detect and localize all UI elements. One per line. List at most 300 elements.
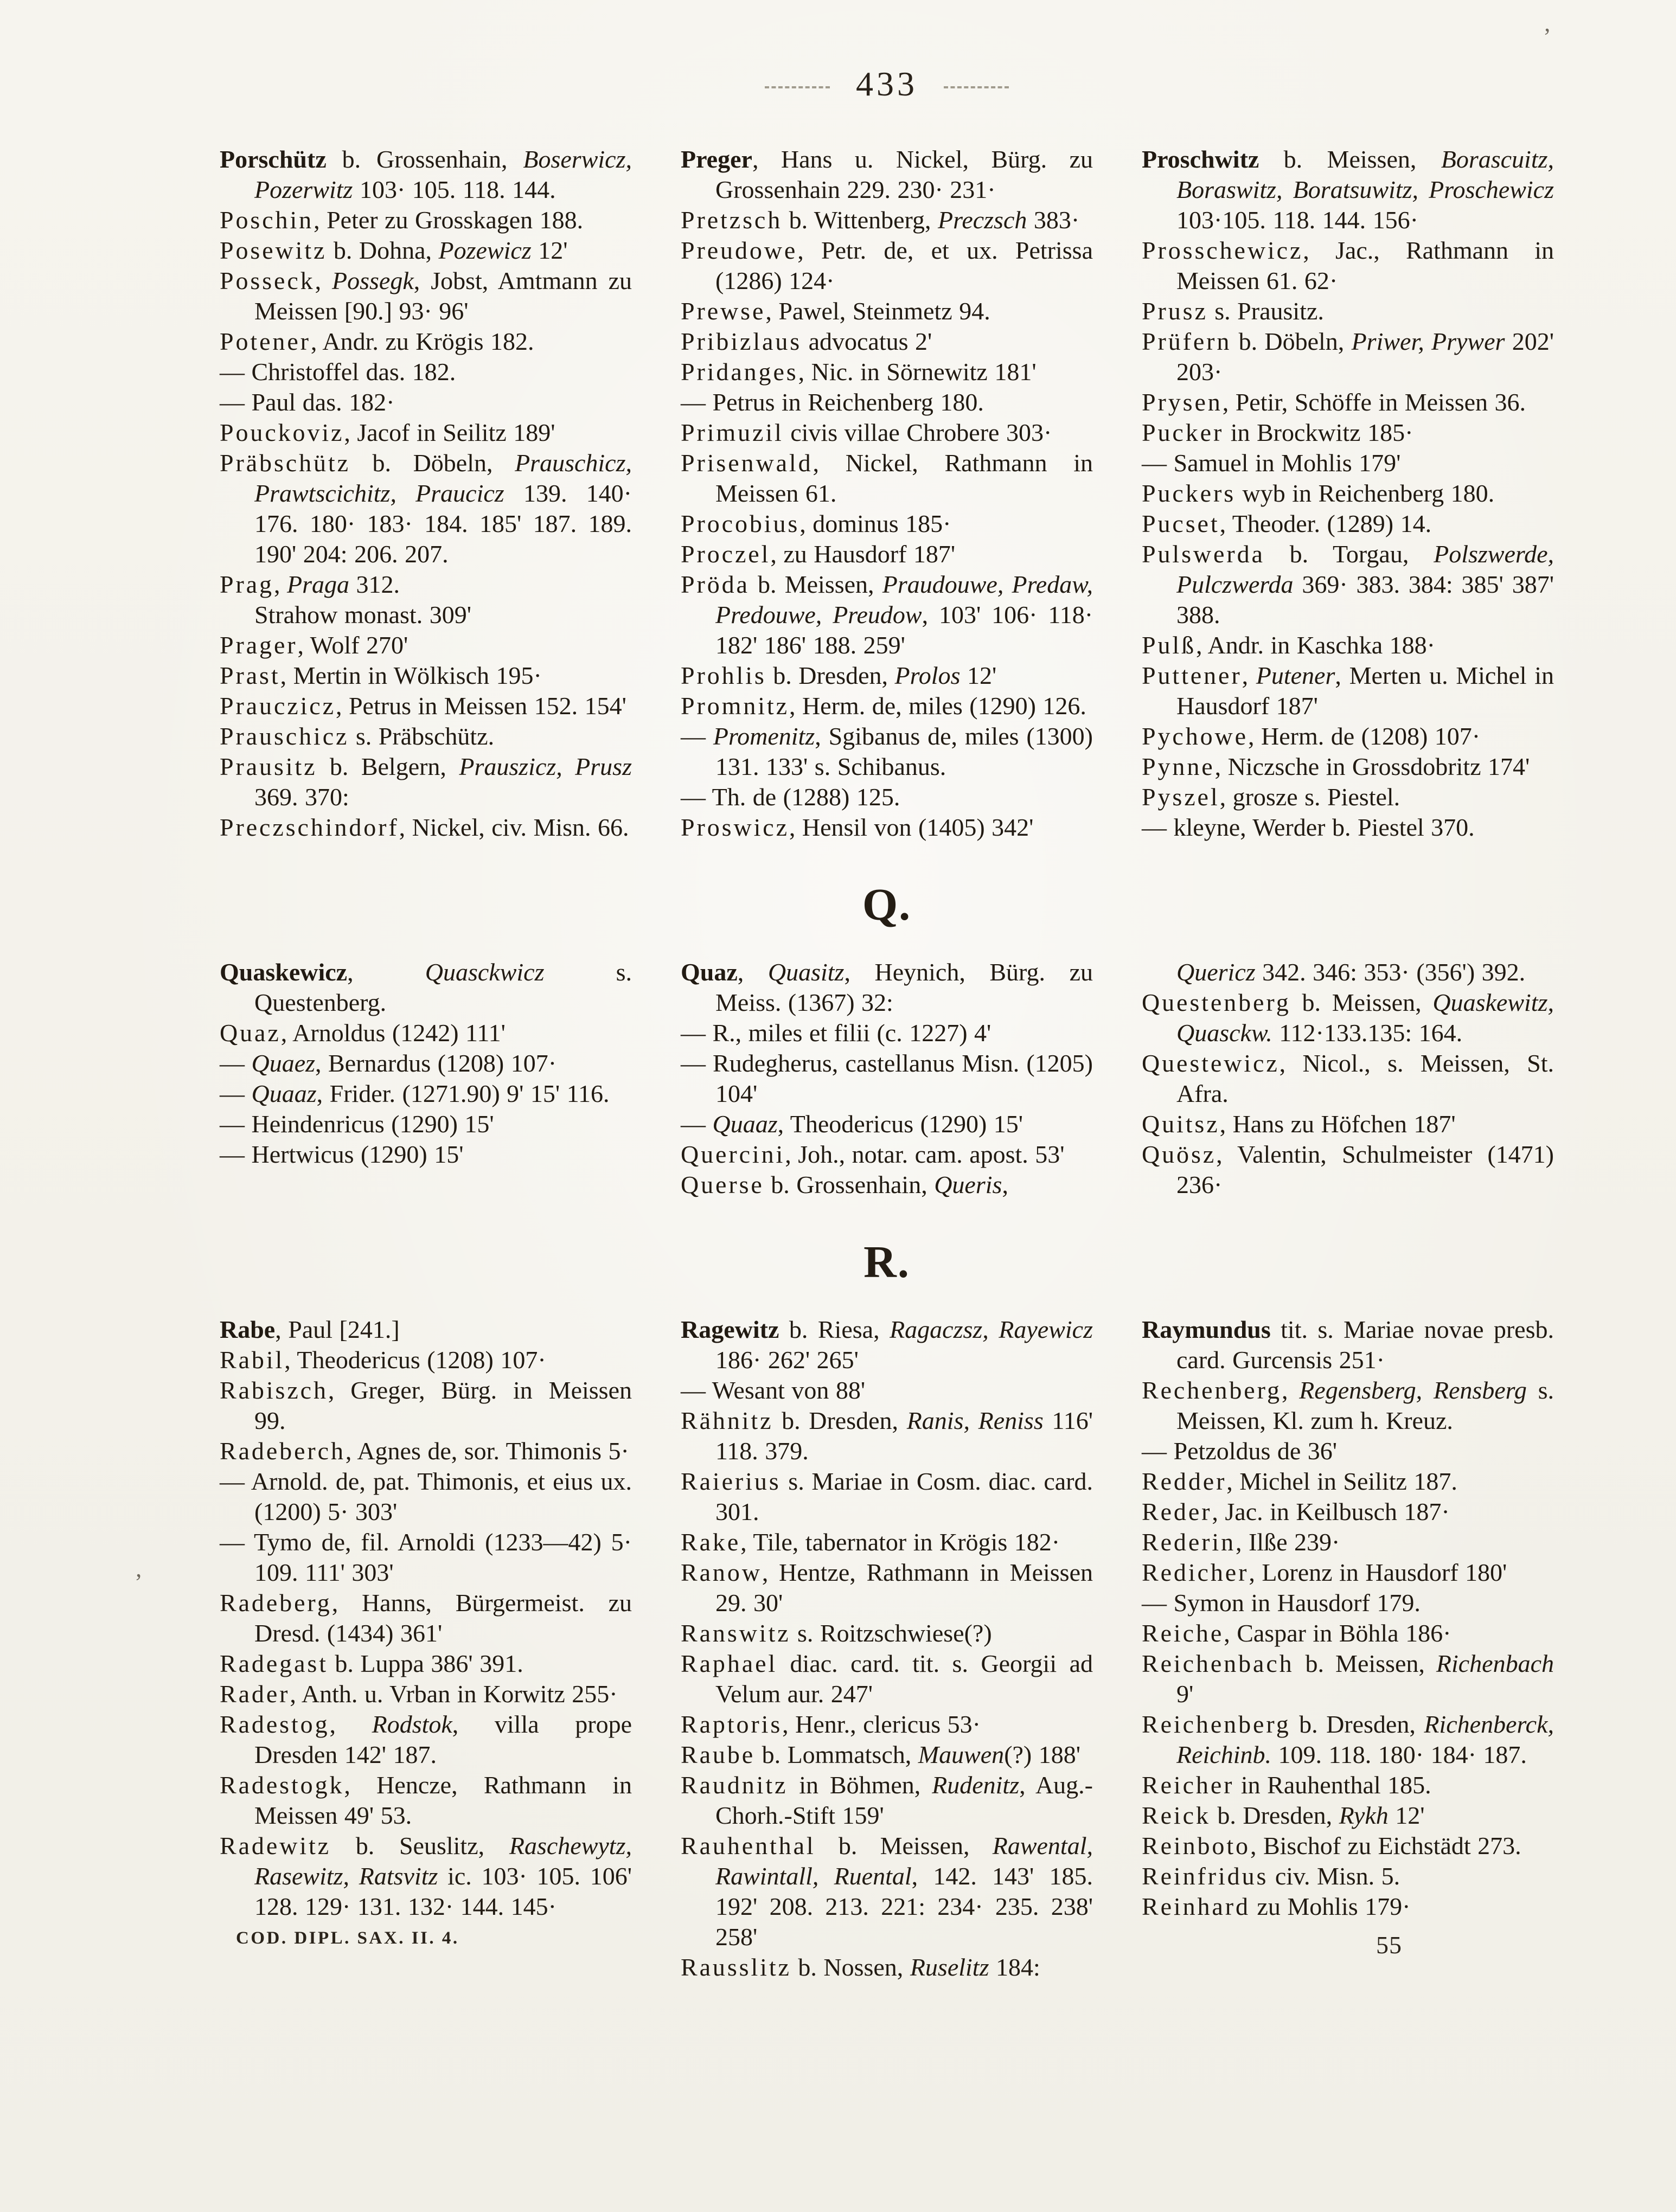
- entry-text-run: Ranswitz: [681, 1619, 791, 1647]
- index-entry: [220, 1709, 632, 1770]
- entry-text-run: ,: [347, 958, 425, 986]
- entry-text-run: Reder: [1142, 1498, 1212, 1525]
- entry-text-run: , Nickel, Rathmann in Meissen 61.: [715, 449, 1093, 507]
- entry-text-run: Quaskewicz: [220, 958, 348, 986]
- entry-text-run: 139. 140· 176. 180· 183· 184. 185' 187. 189. 190' 204: 206. 207.: [254, 479, 632, 568]
- entry-text-run: Prohlis: [681, 662, 766, 689]
- entry-text-run: — Heindenricus (1290) 15': [220, 1110, 494, 1138]
- entry-text-run: b. Grossenhain,: [764, 1171, 935, 1198]
- index-entry: [681, 144, 1093, 205]
- entry-text-run: Primuzil: [681, 419, 784, 446]
- index-entry: [681, 569, 1093, 661]
- index-entry: [1142, 752, 1554, 782]
- entry-text-run: Quitsz: [1142, 1110, 1220, 1138]
- entry-text-run: Prolos: [894, 662, 961, 689]
- entry-text-run: , Joh., notar. cam. apost. 53': [785, 1140, 1065, 1168]
- columns-p: [220, 144, 1554, 843]
- column-3: [1142, 144, 1554, 843]
- index-entry: [681, 1048, 1093, 1109]
- entry-text-run: Pretzsch: [681, 206, 783, 234]
- entry-text-run: Rechenberg: [1142, 1376, 1282, 1404]
- entry-text-run: , Niczsche in Grossdobritz 174': [1214, 753, 1530, 780]
- entry-text-run: in Brockwitz 185·: [1224, 419, 1413, 446]
- index-entry: [681, 1770, 1093, 1831]
- entry-text-run: Potener: [220, 328, 311, 355]
- entry-text-run: Quaaz: [712, 1110, 778, 1138]
- entry-text-run: b. Meissen,: [1259, 145, 1441, 173]
- entry-text-run: ,: [737, 958, 768, 986]
- entry-text-run: — kleyne, Werder b. Piestel 370.: [1142, 813, 1475, 841]
- entry-text-run: s. Meissen, Kl. zum h. Kreuz.: [1176, 1376, 1555, 1434]
- index-entry: [1142, 326, 1554, 387]
- entry-text-run: , Wolf 270': [297, 631, 408, 659]
- index-entry: [1142, 1139, 1554, 1200]
- entry-text-run: , Peter zu Grosskagen 188.: [314, 206, 584, 234]
- entry-text-run: b. Dresden,: [766, 662, 895, 689]
- entry-text-run: Putener: [1256, 662, 1335, 689]
- index-entry: [1142, 1861, 1554, 1892]
- entry-text-run: s. Prausitz.: [1207, 297, 1324, 325]
- index-entry: [1142, 1709, 1554, 1770]
- header-dash-right: [944, 86, 1009, 88]
- index-entry: [220, 387, 632, 418]
- entry-text-run: — Samuel in Mohlis 179': [1142, 449, 1401, 477]
- entry-text-run: — Paul das. 182·: [220, 388, 395, 416]
- entry-text-run: —: [220, 1049, 252, 1077]
- entry-text-run: b. Seuslitz,: [331, 1832, 509, 1860]
- index-entry: [681, 418, 1093, 448]
- entry-text-run: , Frider. (1271.90) 9' 15' 116.: [316, 1080, 610, 1107]
- index-entry: [681, 1649, 1093, 1709]
- index-entry: [681, 1170, 1093, 1200]
- entry-text-run: Quericz: [1176, 958, 1256, 986]
- index-entry: [1142, 1800, 1554, 1831]
- entry-text-run: Puttener: [1142, 662, 1242, 689]
- entry-text-run: Reichenberg: [1142, 1710, 1291, 1738]
- entry-text-run: Präbschütz: [220, 449, 350, 477]
- entry-text-run: — Tymo de, fil. Arnoldi (1233—42) 5· 109. 111' 303': [220, 1528, 632, 1586]
- page-header: [220, 64, 1554, 104]
- index-entry: [681, 957, 1093, 1018]
- index-entry: [1142, 1588, 1554, 1618]
- index-entry: [220, 326, 632, 357]
- entry-text-run: Ranow: [681, 1559, 762, 1586]
- entry-text-run: Radeberg: [220, 1589, 332, 1617]
- entry-text-run: , Henr., clericus 53·: [782, 1710, 981, 1738]
- entry-text-run: Richenberck, Reichinb.: [1176, 1710, 1554, 1768]
- entry-text-run: Preudowe: [681, 236, 798, 264]
- index-entry: [681, 1952, 1093, 1983]
- entry-text-run: ,: [273, 570, 287, 598]
- index-entry: [220, 144, 632, 205]
- entry-text-run: 186· 262' 265': [715, 1346, 859, 1374]
- entry-text-run: 109. 118. 180· 184· 187.: [1271, 1741, 1527, 1768]
- index-entry: [1142, 1375, 1554, 1436]
- index-entry: [220, 691, 632, 721]
- index-entry: [681, 205, 1093, 235]
- index-entry: [681, 509, 1093, 539]
- index-entry: [681, 539, 1093, 569]
- columns-r: [220, 1315, 1554, 1983]
- entry-text-run: Raube: [681, 1741, 756, 1768]
- entry-text-run: — Hertwicus (1290) 15': [220, 1140, 464, 1168]
- entry-text-run: — Rudegherus, castellanus Misn. (1205) 104': [681, 1049, 1093, 1107]
- entry-text-run: b. Meissen,: [749, 570, 882, 598]
- index-entry: [681, 1740, 1093, 1770]
- index-entry: [220, 1831, 632, 1922]
- entry-text-run: Rawental, Rawintall, Ruental: [715, 1832, 1093, 1890]
- index-entry: [1142, 1436, 1554, 1466]
- index-entry: [220, 1466, 632, 1527]
- entry-text-run: (?) 188': [1004, 1741, 1081, 1768]
- index-entry: [220, 266, 632, 326]
- entry-text-run: Redicher: [1142, 1559, 1249, 1586]
- entry-text-run: Pouckoviz: [220, 419, 344, 446]
- entry-text-run: Pribizlaus: [681, 328, 802, 355]
- entry-text-run: , Greger, Bürg. in Meissen 99.: [254, 1376, 632, 1434]
- entry-text-run: , Mertin in Wölkisch 195·: [280, 662, 542, 689]
- column-3: [1142, 957, 1554, 1200]
- entry-text-run: , Jac., Rathmann in Meissen 61. 62·: [1176, 236, 1554, 294]
- entry-text-run: , dominus 185·: [799, 510, 951, 537]
- entry-text-run: 112·133.135: 164.: [1272, 1019, 1463, 1047]
- entry-text-run: Rausslitz: [681, 1953, 791, 1981]
- entry-text-run: , 142. 143' 185. 192' 208. 213. 221: 234· 235. 238' 258': [715, 1862, 1093, 1951]
- entry-text-run: Ragaczsz, Rayewicz: [890, 1316, 1093, 1343]
- header-dash-left: [765, 86, 830, 88]
- entry-text-run: Strahow monast. 309': [254, 601, 471, 629]
- entry-text-run: Quasckwicz: [425, 958, 545, 986]
- entry-text-run: ic. 103· 105. 106' 128. 129· 131. 132· 144. 145·: [254, 1862, 632, 1920]
- entry-text-run: Preczschindorf: [220, 813, 399, 841]
- entry-text-run: Promnitz: [681, 692, 789, 720]
- entry-text-run: 342. 346: 353· (356') 392.: [1255, 958, 1526, 986]
- entry-text-run: s. Questenberg.: [254, 958, 632, 1016]
- index-entry: [681, 1618, 1093, 1649]
- entry-text-run: — Petrus in Reichenberg 180.: [681, 388, 984, 416]
- entry-text-run: , Caspar in Böhla 186·: [1224, 1619, 1451, 1647]
- entry-text-run: Radestog: [220, 1710, 330, 1738]
- entry-text-run: Pucker: [1142, 419, 1224, 446]
- index-entry: [681, 1406, 1093, 1466]
- scan-artifact: ’: [1543, 23, 1551, 50]
- entry-text-run: Ruselitz: [910, 1953, 989, 1981]
- entry-text-run: b. Belgern,: [317, 753, 459, 780]
- entry-text-run: Rodstok: [372, 1710, 452, 1738]
- index-entry: [681, 782, 1093, 812]
- entry-text-run: wyb in Reichenberg 180.: [1236, 479, 1495, 507]
- entry-text-run: b. Meissen,: [1294, 1650, 1436, 1677]
- entry-text-run: Polszwerde, Pulczwerda: [1176, 540, 1554, 598]
- entry-text-run: , Herm. de, miles (1290) 126.: [789, 692, 1086, 720]
- entry-text-run: , Theodericus (1290) 15': [777, 1110, 1023, 1138]
- entry-text-run: advocatus 2': [802, 328, 932, 355]
- entry-text-run: , Jacof in Seilitz 189': [344, 419, 555, 446]
- entry-text-run: Boserwicz, Pozerwitz: [254, 145, 632, 203]
- page-number: 433: [856, 65, 918, 103]
- entry-text-run: Rabil: [220, 1346, 285, 1374]
- entry-text-run: ,: [1002, 1171, 1008, 1198]
- series-signature: COD. DIPL. SAX. II. 4.: [236, 1928, 459, 1948]
- entry-text-run: Quaz: [681, 958, 738, 986]
- entry-text-run: , Valentin, Schulmeister (1471) 236·: [1176, 1140, 1554, 1198]
- entry-text-run: — Wesant von 88': [681, 1376, 866, 1404]
- column-2: [681, 957, 1093, 1200]
- index-entry: [681, 1375, 1093, 1406]
- entry-text-run: b. Torgau,: [1264, 540, 1434, 568]
- index-entry: [1142, 296, 1554, 326]
- entry-text-run: b. Wittenberg,: [782, 206, 938, 234]
- entry-text-run: Pridanges: [681, 358, 798, 386]
- entry-text-run: Rake: [681, 1528, 741, 1556]
- index-entry: [681, 661, 1093, 691]
- entry-text-run: Querse: [681, 1171, 764, 1198]
- entry-text-run: s. Präbschütz.: [349, 722, 495, 750]
- entry-text-run: Ranis, Reniss: [906, 1407, 1044, 1434]
- index-entry: [681, 1709, 1093, 1740]
- sheet-number: 55: [1376, 1931, 1402, 1959]
- entry-text-run: 383·: [1027, 206, 1080, 234]
- entry-text-run: Prisenwald: [681, 449, 813, 477]
- entry-text-run: Prusz: [1142, 297, 1208, 325]
- entry-text-run: Reicher: [1142, 1771, 1234, 1799]
- entry-text-run: Richenbach: [1436, 1650, 1554, 1677]
- section-p: [220, 144, 1554, 843]
- index-entry: [220, 1588, 632, 1649]
- entry-text-run: Reinboto: [1142, 1832, 1250, 1860]
- entry-text-run: Rader: [220, 1680, 290, 1708]
- entry-text-run: Preger: [681, 145, 752, 173]
- entry-text-run: , Bernardus (1208) 107·: [315, 1049, 557, 1077]
- index-entry: [220, 1345, 632, 1375]
- index-entry: [220, 1679, 632, 1709]
- entry-text-run: , Hentze, Rathmann in Meissen 29. 30': [715, 1559, 1093, 1617]
- entry-text-run: Quaaz: [251, 1080, 317, 1107]
- entry-text-run: , Anth. u. Vrban in Korwitz 255·: [290, 1680, 618, 1708]
- index-entry: [681, 326, 1093, 357]
- entry-text-run: Procobius: [681, 510, 800, 537]
- entry-text-run: Rudenitz: [932, 1771, 1020, 1799]
- entry-text-run: Quercini: [681, 1140, 785, 1168]
- index-entry: [220, 1649, 632, 1679]
- index-entry: [220, 1048, 632, 1079]
- index-entry: [1142, 721, 1554, 752]
- entry-text-run: Quasitz: [767, 958, 845, 986]
- entry-text-run: in Böhmen,: [788, 1771, 932, 1799]
- entry-text-run: Raudnitz: [681, 1771, 788, 1799]
- entry-text-run: ,: [329, 1710, 372, 1738]
- index-entry: [681, 1466, 1093, 1527]
- index-entry: [681, 812, 1093, 843]
- entry-text-run: Preczsch: [938, 206, 1027, 234]
- index-entry: [220, 721, 632, 752]
- index-entry: [1142, 1770, 1554, 1800]
- entry-text-run: Prauszicz, Prusz: [459, 753, 632, 780]
- index-entry: [220, 418, 632, 448]
- entry-text-run: Reinhard: [1142, 1893, 1250, 1920]
- entry-text-run: — R., miles et filii (c. 1227) 4': [681, 1019, 991, 1047]
- entry-text-run: Prag: [220, 570, 274, 598]
- entry-text-run: Ragewitz: [681, 1316, 779, 1343]
- entry-text-run: — Th. de (1288) 125.: [681, 783, 900, 811]
- entry-text-run: Porschütz: [220, 145, 327, 173]
- entry-text-run: Reiche: [1142, 1619, 1224, 1647]
- entry-text-run: Prosschewicz: [1142, 236, 1303, 264]
- entry-text-run: Pröda: [681, 570, 750, 598]
- index-entry: [681, 387, 1093, 418]
- entry-text-run: , Pawel, Steinmetz 94.: [765, 297, 990, 325]
- entry-text-run: 184:: [989, 1953, 1040, 1981]
- entry-text-run: , Sgibanus de, miles (1300) 131. 133' s. Schibanus.: [715, 722, 1093, 780]
- section-r: [220, 1236, 1554, 1983]
- entry-text-run: Prauschicz, Prawtscichitz, Praucicz: [254, 449, 632, 507]
- index-entry: [1142, 1315, 1554, 1375]
- index-entry: [1142, 387, 1554, 418]
- index-entry: [1142, 1527, 1554, 1557]
- entry-text-run: , Jac. in Keilbusch 187·: [1212, 1498, 1450, 1525]
- entry-text-run: 116' 118. 379.: [715, 1407, 1093, 1465]
- index-entry: [1142, 144, 1554, 235]
- entry-text-run: — Christoffel das. 182.: [220, 358, 456, 386]
- entry-text-run: Poschin: [220, 206, 314, 234]
- entry-text-run: Reinfridus: [1142, 1862, 1269, 1890]
- entry-text-run: Priwer, Prywer: [1351, 328, 1505, 355]
- entry-text-run: b. Dohna,: [327, 236, 439, 264]
- entry-text-run: , Hanns, Bürgermeist. zu Dresd. (1434) 361': [254, 1589, 632, 1647]
- entry-text-run: —: [220, 1080, 252, 1107]
- column-3: [1142, 1315, 1554, 1959]
- index-entry: [1142, 988, 1554, 1048]
- entry-text-run: in Rauhenthal 185.: [1234, 1771, 1431, 1799]
- index-entry: [220, 630, 632, 661]
- index-entry: [1142, 1831, 1554, 1861]
- entry-text-run: Quösz: [1142, 1140, 1217, 1168]
- index-entry: [220, 1018, 632, 1048]
- entry-text-run: , 103' 106· 118· 182' 186' 188. 259': [715, 601, 1093, 659]
- column-2: [681, 144, 1093, 843]
- entry-text-run: , Michel in Seilitz 187.: [1226, 1467, 1457, 1495]
- entry-text-run: Posewitz: [220, 236, 327, 264]
- index-entry: [1142, 478, 1554, 509]
- entry-text-run: civis villae Chrobere 303·: [783, 419, 1052, 446]
- entry-text-run: 103· 105. 118. 144.: [353, 176, 556, 203]
- entry-text-run: , Merten u. Michel in Hausdorf 187': [1176, 662, 1555, 720]
- entry-text-run: Pucset: [1142, 510, 1220, 537]
- index-entry: [1142, 1618, 1554, 1649]
- index-entry: [1142, 1109, 1554, 1139]
- entry-text-run: , Andr. in Kaschka 188·: [1196, 631, 1435, 659]
- index-entry: [1142, 1557, 1554, 1588]
- entry-text-run: Radeberch: [220, 1437, 346, 1465]
- entry-text-run: , Hans zu Höfchen 187': [1219, 1110, 1456, 1138]
- index-entry: [681, 1527, 1093, 1557]
- entry-text-run: Raymundus: [1142, 1316, 1271, 1343]
- entry-text-run: 12': [960, 662, 997, 689]
- entry-text-run: 369. 370:: [254, 783, 349, 811]
- entry-text-run: , zu Hausdorf 187': [770, 540, 956, 568]
- index-entry: [681, 235, 1093, 296]
- index-entry: [220, 357, 632, 387]
- index-entry: [220, 812, 632, 843]
- index-entry: [1142, 782, 1554, 812]
- entry-text-run: Proczel: [681, 540, 771, 568]
- entry-text-run: s. Roitzschwiese(?): [790, 1619, 992, 1647]
- index-entry: [681, 296, 1093, 326]
- entry-text-run: Radewitz: [220, 1832, 331, 1860]
- entry-text-run: , Nicol., s. Meissen, St. Afra.: [1176, 1049, 1554, 1107]
- section-heading-r: R.: [863, 1237, 910, 1287]
- entry-text-run: Pulswerda: [1142, 540, 1265, 568]
- index-entry: [1142, 957, 1554, 988]
- entry-text-run: 202' 203·: [1176, 328, 1554, 386]
- entry-text-run: ,: [315, 267, 332, 294]
- index-entry: [681, 448, 1093, 509]
- entry-text-run: civ. Misn. 5.: [1268, 1862, 1400, 1890]
- index-entry: [1142, 1048, 1554, 1109]
- entry-text-run: , grosze s. Piestel.: [1219, 783, 1400, 811]
- entry-text-run: Questewicz: [1142, 1049, 1280, 1077]
- entry-text-run: Reick: [1142, 1801, 1211, 1829]
- index-entry: [681, 721, 1093, 782]
- entry-text-run: b. Dresden,: [1210, 1801, 1339, 1829]
- entry-text-run: —: [681, 1110, 713, 1138]
- entry-text-run: , Hans u. Nickel, Bürg. zu Grossenhain 229. 230· 231·: [715, 145, 1093, 203]
- entry-text-run: Praga: [286, 570, 349, 598]
- entry-text-run: — Symon in Hausdorf 179.: [1142, 1589, 1421, 1617]
- entry-text-run: , Hensil von (1405) 342': [789, 813, 1034, 841]
- entry-text-run: Promenitz: [713, 722, 815, 750]
- entry-text-run: Prager: [220, 631, 298, 659]
- index-entry: [1142, 812, 1554, 843]
- entry-text-run: diac. card. tit. s. Georgii ad Velum aur. 247': [715, 1650, 1093, 1708]
- entry-text-run: 312.: [349, 570, 400, 598]
- index-entry: [220, 957, 632, 1018]
- scan-artifact: ’: [135, 1569, 143, 1595]
- index-entry: [1142, 235, 1554, 296]
- entry-text-run: s. Mariae in Cosm. diac. card. 301.: [715, 1467, 1093, 1525]
- index-entry: [220, 1079, 632, 1109]
- index-entry: [1142, 630, 1554, 661]
- index-entry: [220, 205, 632, 235]
- entry-text-run: b. Meissen,: [1290, 989, 1433, 1016]
- entry-text-run: Pynne: [1142, 753, 1215, 780]
- index-entry: [1142, 1649, 1554, 1709]
- entry-text-run: , Bischof zu Eichstädt 273.: [1250, 1832, 1521, 1860]
- entry-text-run: — Petzoldus de 36': [1142, 1437, 1338, 1465]
- index-entry: [220, 752, 632, 812]
- index-entry: [681, 1315, 1093, 1375]
- index-entry: [681, 1109, 1093, 1139]
- entry-text-run: Quaz: [220, 1019, 281, 1047]
- entry-text-run: Rabiszch: [220, 1376, 328, 1404]
- index-entry: [220, 1436, 632, 1466]
- entry-text-run: Raierius: [681, 1467, 781, 1495]
- section-heading-q: Q.: [862, 880, 912, 930]
- index-entry: [1142, 1892, 1554, 1922]
- entry-text-run: , Nic. in Sörnewitz 181': [798, 358, 1037, 386]
- index-entry: [220, 448, 632, 569]
- entry-text-run: — Arnold. de, pat. Thimonis, et eius ux. (1200) 5· 303': [220, 1467, 632, 1525]
- entry-text-run: b. Luppa 386' 391.: [328, 1650, 523, 1677]
- entry-text-run: Prausitz: [220, 753, 317, 780]
- entry-text-run: , Nickel, civ. Misn. 66.: [399, 813, 629, 841]
- entry-text-run: , Paul [241.]: [275, 1316, 400, 1343]
- entry-text-run: —: [681, 722, 713, 750]
- entry-text-run: Questenberg: [1142, 989, 1291, 1016]
- entry-text-run: Pozewicz: [438, 236, 532, 264]
- columns-q: [220, 957, 1554, 1200]
- entry-text-run: Proschwitz: [1142, 145, 1259, 173]
